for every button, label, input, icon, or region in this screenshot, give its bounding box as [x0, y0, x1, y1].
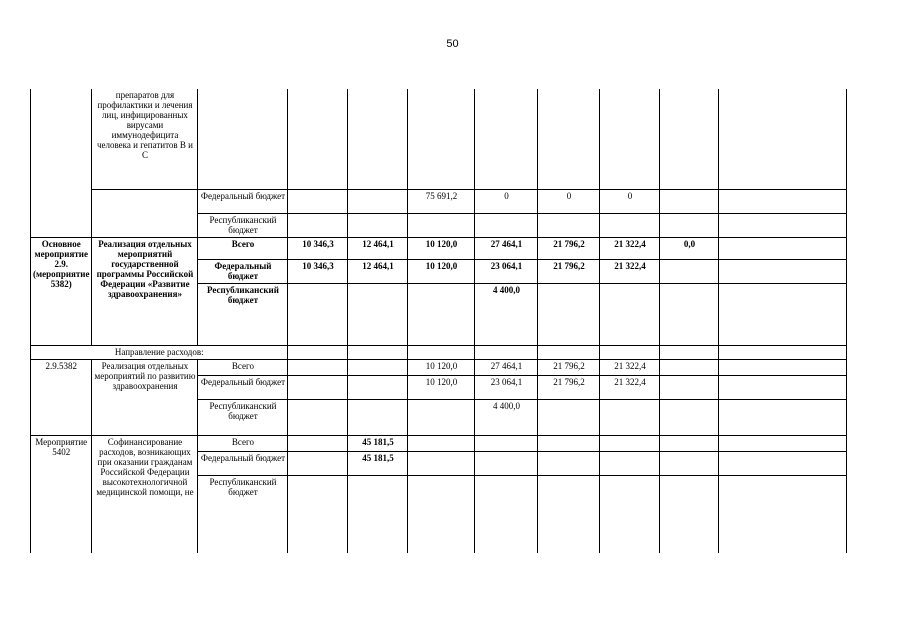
note-cell [719, 399, 847, 435]
value-cell [660, 375, 719, 399]
value-cell: 0 [600, 189, 660, 213]
name-cell: Реализация отдельных мероприятий по развитию здравоохранения [92, 359, 198, 435]
value-cell [538, 213, 600, 237]
value-cell [348, 213, 408, 237]
value-cell [288, 213, 348, 237]
table-row [31, 89, 847, 189]
source-cell: Республиканский бюджет [198, 213, 288, 237]
table-row [31, 189, 847, 213]
value-cell: 12 464,1 [348, 259, 408, 283]
value-cell [348, 283, 408, 345]
value-cell [660, 451, 719, 475]
code-cell: Основное мероприятие 2.9. (мероприятие 5382) [31, 237, 92, 345]
value-cell [408, 283, 475, 345]
value-cell [600, 89, 660, 189]
note-cell [719, 283, 847, 345]
value-cell: 21 796,2 [538, 259, 600, 283]
value-cell [600, 283, 660, 345]
source-cell: Всего [198, 237, 288, 259]
table-row [31, 435, 847, 451]
value-cell: 10 346,3 [288, 237, 348, 259]
value-cell [348, 359, 408, 375]
value-cell [600, 435, 660, 451]
direction-label: Направление расходов: [31, 345, 288, 359]
note-cell [719, 259, 847, 283]
table-row [31, 359, 847, 375]
name-cell: препаратов для профилактики и лечения лиц, инфицированных вирусами иммунодефицита человека и гепатитов В и С [92, 89, 198, 189]
value-cell [475, 451, 538, 475]
value-cell: 21 322,4 [600, 359, 660, 375]
source-cell: Федеральный бюджет [198, 259, 288, 283]
value-cell [475, 435, 538, 451]
value-cell: 10 346,3 [288, 259, 348, 283]
value-cell [600, 213, 660, 237]
value-cell [288, 283, 348, 345]
value-cell [660, 475, 719, 553]
value-cell [408, 435, 475, 451]
value-cell [408, 475, 475, 553]
table-row [31, 345, 847, 359]
value-cell: 4 400,0 [475, 399, 538, 435]
value-cell: 23 064,1 [475, 259, 538, 283]
value-cell [288, 359, 348, 375]
note-cell [719, 213, 847, 237]
source-cell: Федеральный бюджет [198, 375, 288, 399]
name-cell: Реализация отдельных мероприятий государственной программы Российской Федерации «Развитие здравоохранения» [92, 237, 198, 345]
value-cell: 21 796,2 [538, 237, 600, 259]
value-cell: 10 120,0 [408, 237, 475, 259]
value-cell [475, 345, 538, 359]
value-cell: 21 322,4 [600, 375, 660, 399]
value-cell [348, 475, 408, 553]
value-cell: 45 181,5 [348, 451, 408, 475]
value-cell [660, 189, 719, 213]
page-number: 50 [446, 38, 459, 50]
value-cell [408, 399, 475, 435]
note-cell [719, 375, 847, 399]
value-cell: 21 796,2 [538, 375, 600, 399]
name-cell: Софинансирование расходов, возникающих при оказании гражданам Российской Федерации высокотехнологичной медицинской помощи, не [92, 435, 198, 553]
value-cell [660, 345, 719, 359]
note-cell [719, 451, 847, 475]
value-cell [475, 89, 538, 189]
value-cell [538, 475, 600, 553]
value-cell [660, 213, 719, 237]
value-cell: 21 322,4 [600, 237, 660, 259]
value-cell [475, 213, 538, 237]
value-cell: 12 464,1 [348, 237, 408, 259]
value-cell [538, 283, 600, 345]
source-cell: Всего [198, 359, 288, 375]
source-cell: Республиканский бюджет [198, 475, 288, 553]
value-cell: 0 [538, 189, 600, 213]
value-cell [408, 213, 475, 237]
name-cell [92, 189, 198, 237]
note-cell [719, 189, 847, 213]
value-cell: 75 691,2 [408, 189, 475, 213]
note-cell [719, 237, 847, 259]
value-cell [600, 475, 660, 553]
value-cell [660, 359, 719, 375]
value-cell: 10 120,0 [408, 375, 475, 399]
source-cell: Республиканский бюджет [198, 399, 288, 435]
value-cell: 21 796,2 [538, 359, 600, 375]
value-cell: 45 181,5 [348, 435, 408, 451]
value-cell [660, 89, 719, 189]
value-cell [600, 345, 660, 359]
value-cell [288, 451, 348, 475]
table-row [31, 237, 847, 259]
value-cell [288, 189, 348, 213]
source-cell [198, 89, 288, 189]
value-cell [288, 435, 348, 451]
value-cell [538, 451, 600, 475]
value-cell [348, 375, 408, 399]
value-cell [538, 435, 600, 451]
value-cell: 21 322,4 [600, 259, 660, 283]
note-cell [719, 89, 847, 189]
value-cell [408, 451, 475, 475]
value-cell: 27 464,1 [475, 237, 538, 259]
value-cell [348, 399, 408, 435]
value-cell: 0,0 [660, 237, 719, 259]
value-cell: 10 120,0 [408, 259, 475, 283]
value-cell: 23 064,1 [475, 375, 538, 399]
note-cell [719, 475, 847, 553]
value-cell [538, 89, 600, 189]
value-cell [348, 89, 408, 189]
value-cell [348, 189, 408, 213]
value-cell [538, 399, 600, 435]
value-cell [408, 89, 475, 189]
value-cell [408, 345, 475, 359]
budget-table [30, 89, 847, 553]
value-cell [538, 345, 600, 359]
value-cell [288, 475, 348, 553]
value-cell [348, 345, 408, 359]
value-cell [288, 375, 348, 399]
code-cell [31, 89, 92, 237]
source-cell: Республиканский бюджет [198, 283, 288, 345]
code-cell: Мероприятие 5402 [31, 435, 92, 553]
note-cell [719, 435, 847, 451]
value-cell [660, 435, 719, 451]
source-cell: Всего [198, 435, 288, 451]
source-cell: Федеральный бюджет [198, 189, 288, 213]
value-cell: 4 400,0 [475, 283, 538, 345]
value-cell [288, 399, 348, 435]
note-cell [719, 345, 847, 359]
code-cell: 2.9.5382 [31, 359, 92, 435]
value-cell [660, 399, 719, 435]
value-cell: 10 120,0 [408, 359, 475, 375]
value-cell [288, 345, 348, 359]
value-cell: 0 [475, 189, 538, 213]
value-cell [660, 259, 719, 283]
value-cell [660, 283, 719, 345]
value-cell: 27 464,1 [475, 359, 538, 375]
note-cell [719, 359, 847, 375]
value-cell [600, 399, 660, 435]
value-cell [600, 451, 660, 475]
value-cell [288, 89, 348, 189]
source-cell: Федеральный бюджет [198, 451, 288, 475]
value-cell [475, 475, 538, 553]
